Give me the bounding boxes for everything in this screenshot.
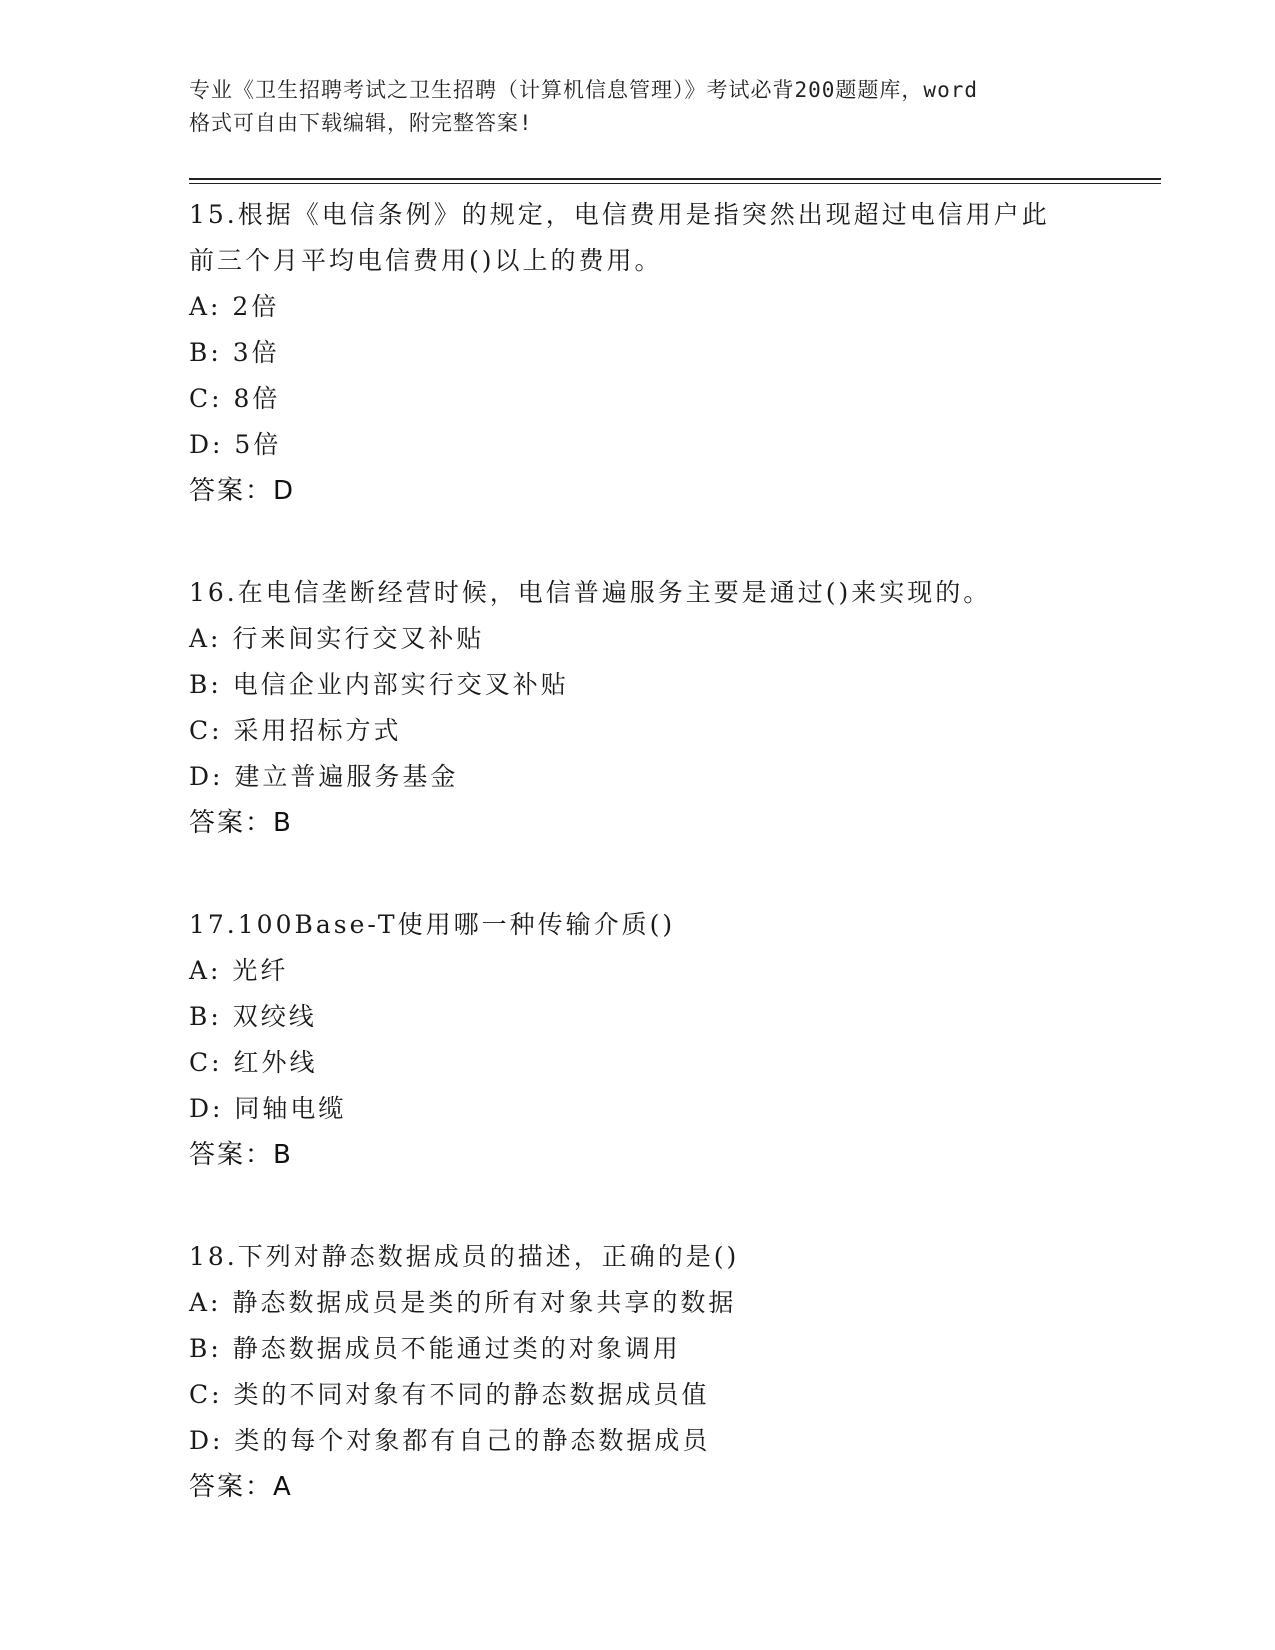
header-line-2: 格式可自由下载编辑，附完整答案!: [189, 111, 533, 135]
option-b: B: 静态数据成员不能通过类的对象调用: [189, 1334, 681, 1363]
option-a: A: 2倍: [189, 292, 280, 321]
question-stem-line: 17.100Base-T使用哪一种传输介质(): [189, 910, 676, 939]
question-stem-line: 15.根据《电信条例》的规定，电信费用是指突然出现超过电信用户此: [189, 200, 1050, 229]
question-stem-line: 18.下列对静态数据成员的描述，正确的是(): [189, 1242, 740, 1271]
question-stem-line: 16.在电信垄断经营时候，电信普遍服务主要是通过()来实现的。: [189, 578, 992, 607]
option-d: D: 建立普遍服务基金: [189, 762, 459, 791]
option-b: B: 双绞线: [189, 1002, 317, 1031]
document-header: [189, 74, 1089, 140]
option-a: A: 静态数据成员是类的所有对象共享的数据: [189, 1288, 737, 1317]
question-17: [189, 902, 1139, 1178]
option-d: D: 类的每个对象都有自己的静态数据成员: [189, 1426, 711, 1455]
option-c: C: 采用招标方式: [189, 716, 402, 745]
question-18: [189, 1234, 1139, 1510]
header-divider-thick: [189, 178, 1161, 180]
header-line-1: 专业《卫生招聘考试之卫生招聘（计算机信息管理）》考试必背200题题库，word: [189, 78, 978, 102]
option-c: C: 8倍: [189, 384, 281, 413]
answer-line: 答案：B: [189, 808, 293, 838]
option-d: D: 5倍: [189, 430, 282, 459]
option-a: A: 行来间实行交叉补贴: [189, 624, 485, 653]
question-stem-line: 前三个月平均电信费用()以上的费用。: [189, 246, 663, 275]
header-divider-thin: [189, 183, 1161, 184]
question-15: [189, 192, 1139, 514]
option-c: C: 红外线: [189, 1048, 318, 1077]
option-b: B: 电信企业内部实行交叉补贴: [189, 670, 569, 699]
option-b: B: 3倍: [189, 338, 280, 367]
answer-line: 答案：A: [189, 1472, 293, 1502]
option-d: D: 同轴电缆: [189, 1094, 347, 1123]
answer-line: 答案：B: [189, 1140, 293, 1170]
option-c: C: 类的不同对象有不同的静态数据成员值: [189, 1380, 710, 1409]
option-a: A: 光纤: [189, 956, 289, 985]
answer-line: 答案：D: [189, 476, 296, 506]
question-list: [189, 192, 1139, 1566]
question-16: [189, 570, 1139, 846]
